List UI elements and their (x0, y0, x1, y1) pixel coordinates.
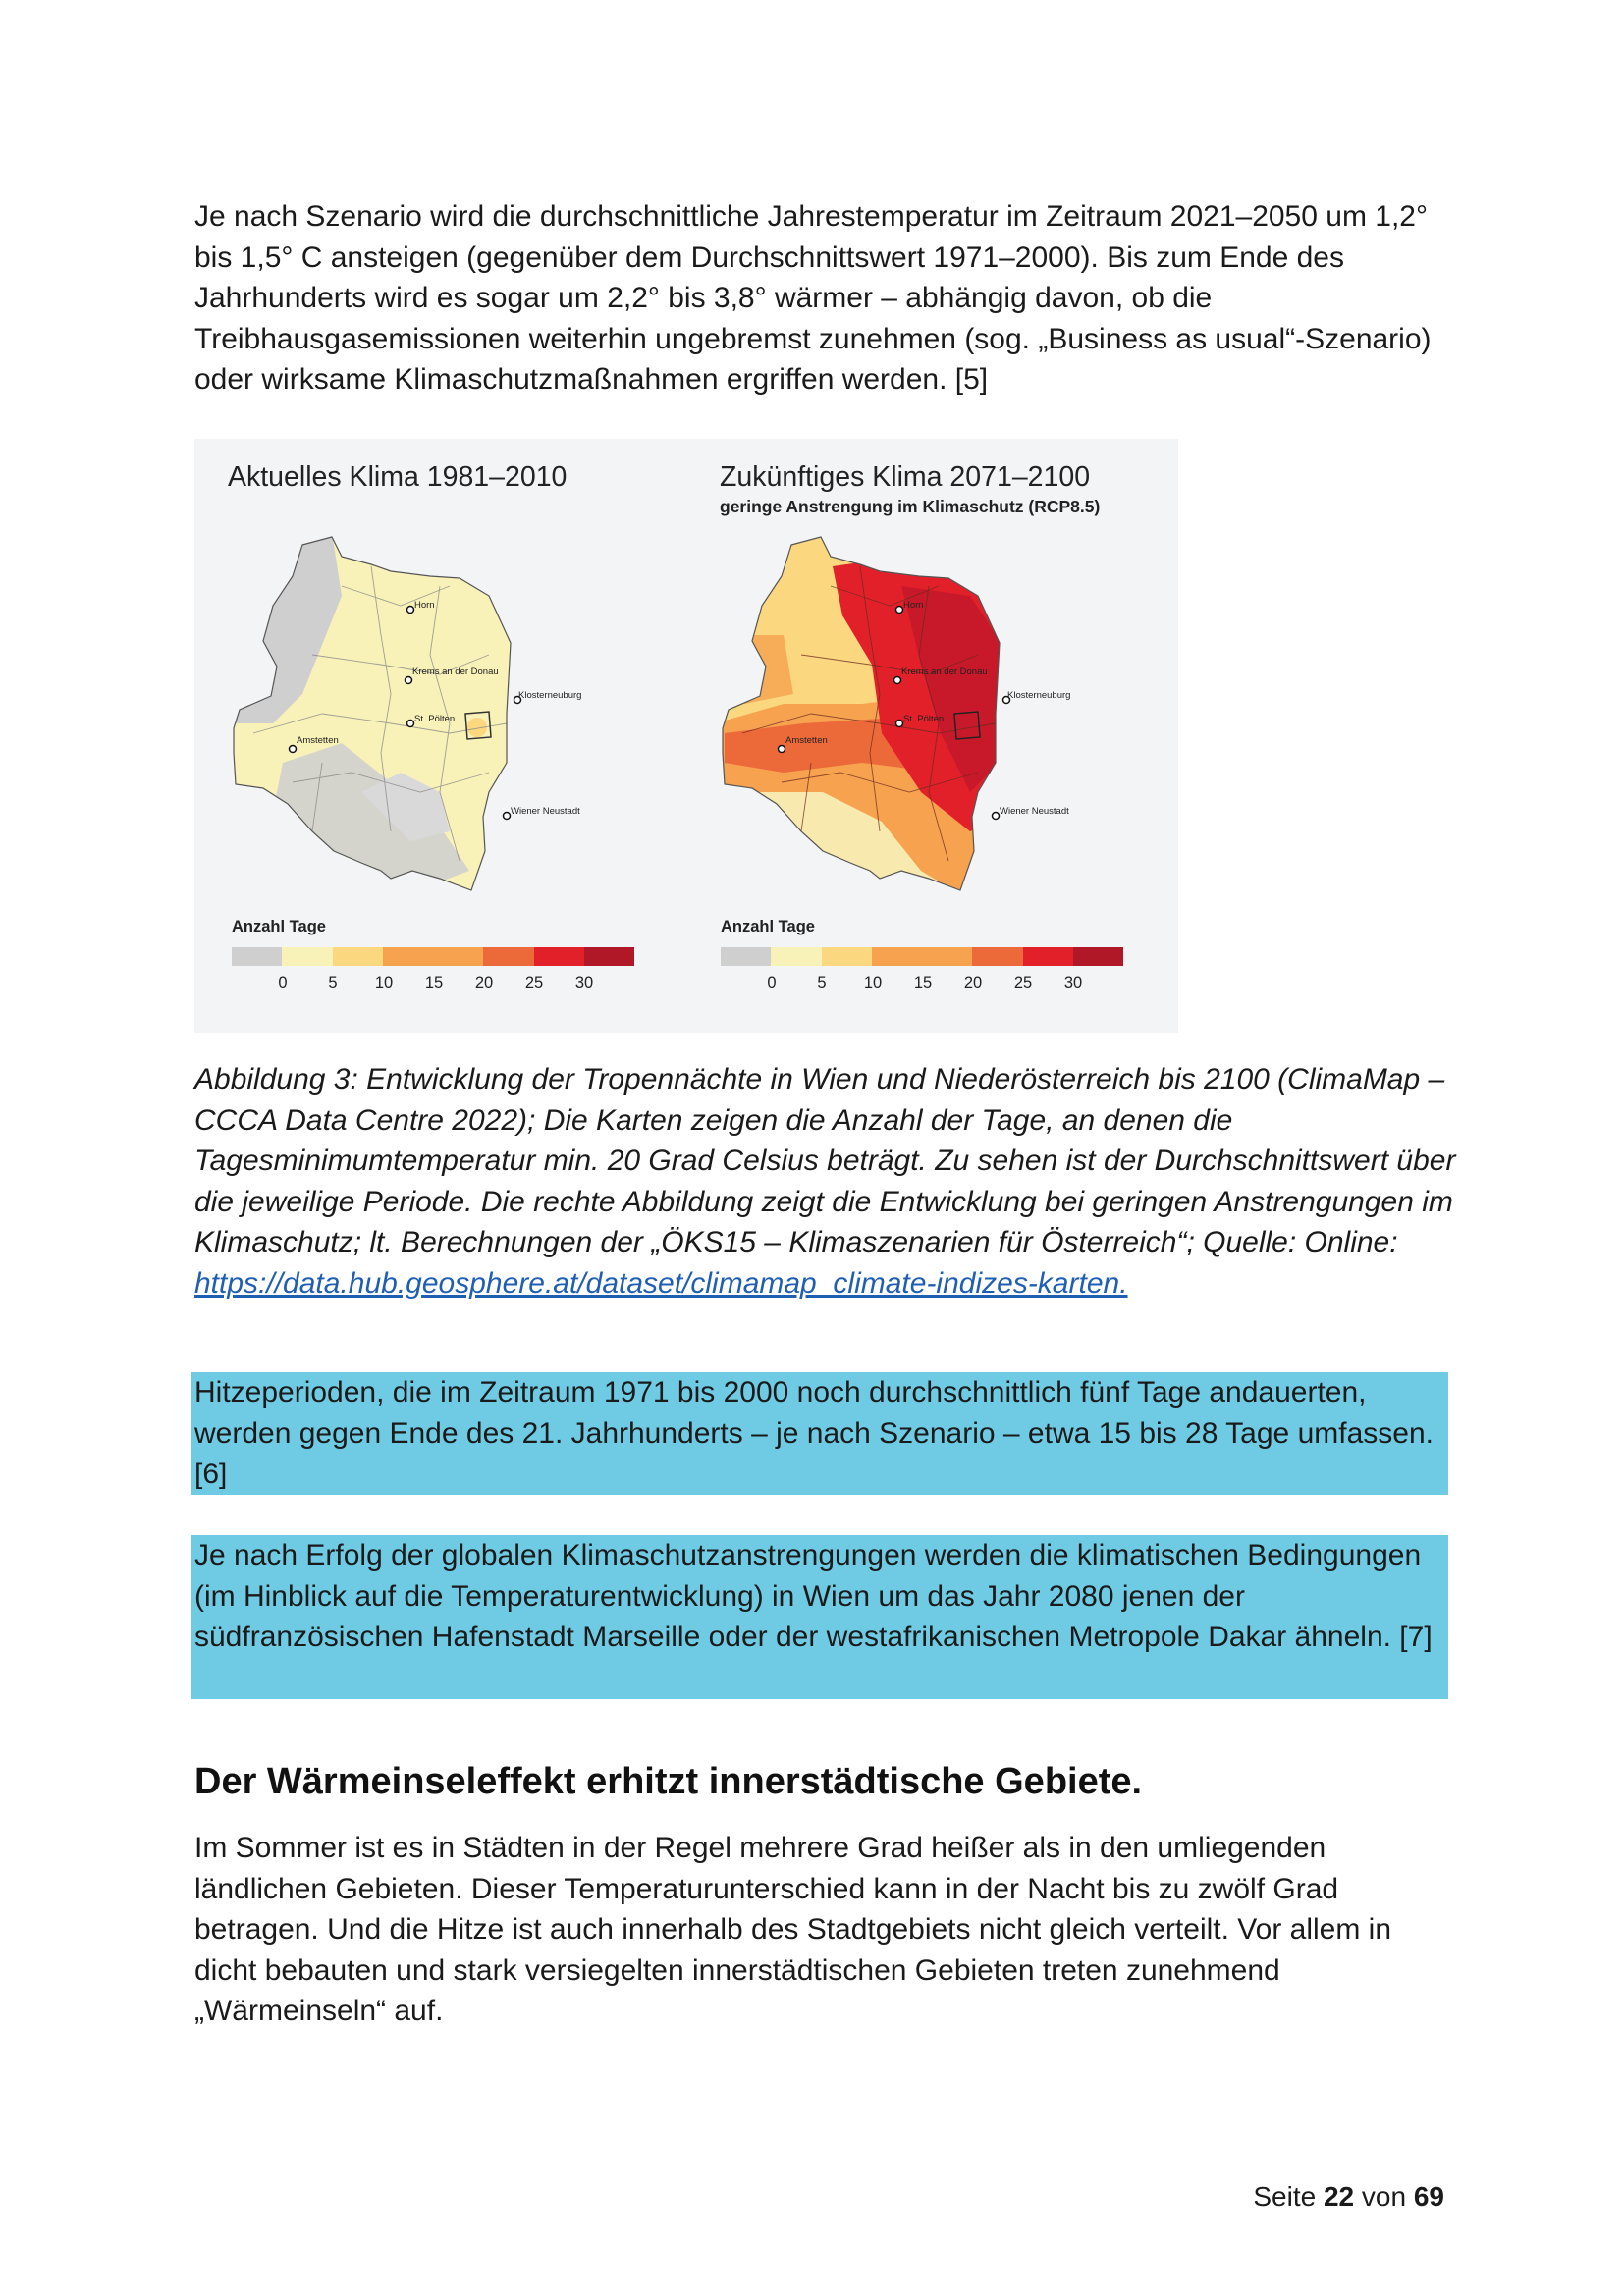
legend-tick: 30 (574, 974, 594, 991)
left-legend-bar (232, 947, 634, 966)
figure-caption (194, 1059, 1461, 1304)
legend-swatch (584, 947, 634, 966)
city-label: Klosterneuburg (518, 690, 582, 701)
legend-tick: 30 (1063, 974, 1083, 991)
city-label: Amstetten (297, 735, 339, 746)
section-heading: Der Wärmeinseleffekt erhitzt innerstädtische Gebiete. (194, 1761, 1143, 1802)
legend-swatch (721, 947, 771, 966)
legend-swatch (822, 947, 872, 966)
caption-source-link[interactable]: https://data.hub.geosphere.at/dataset/climamap_climate-indizes-karten. (194, 1266, 1128, 1300)
legend-swatch (872, 947, 922, 966)
legend-swatch (972, 947, 1022, 966)
legend-swatch (1023, 947, 1073, 966)
legend-swatch (383, 947, 433, 966)
city-label: Horn (414, 600, 435, 611)
left-legend-title: Anzahl Tage (232, 918, 326, 935)
legend-tick: 20 (963, 974, 983, 991)
legend-tick: 0 (767, 974, 777, 991)
climate-maps-figure (194, 439, 1178, 1033)
legend-tick: 15 (913, 974, 933, 991)
city-marker-klosterneuburg (514, 690, 582, 704)
legend-tick: 5 (328, 974, 338, 991)
maps-graphic (194, 439, 1178, 900)
legend-swatch (534, 947, 584, 966)
city-label: Horn (903, 600, 924, 611)
page-footer (1253, 2181, 1444, 2213)
city-marker-wiener-neustadt (993, 806, 1070, 820)
city-label: Amstetten (785, 735, 828, 746)
city-label: Krems an der Donau (901, 667, 988, 677)
legend-swatch (771, 947, 821, 966)
footer-middle: von (1361, 2181, 1407, 2212)
total-page-number: 69 (1413, 2181, 1444, 2212)
current-page-number: 22 (1323, 2181, 1355, 2212)
city-label: Wiener Neustadt (511, 806, 580, 817)
legend-swatch (483, 947, 533, 966)
city-marker-wiener-neustadt (504, 806, 581, 820)
city-label: Klosterneuburg (1007, 690, 1071, 701)
right-legend-bar (721, 947, 1123, 966)
city-label: Wiener Neustadt (1000, 806, 1069, 817)
city-label: Krems an der Donau (412, 667, 499, 677)
legend-swatch (433, 947, 483, 966)
legend-swatch (1073, 947, 1123, 966)
legend-tick: 10 (374, 974, 394, 991)
legend-swatch (333, 947, 383, 966)
legend-tick: 25 (1013, 974, 1033, 991)
legend-tick: 5 (817, 974, 827, 991)
city-label: St. Pölten (903, 714, 945, 724)
city-label: St. Pölten (414, 714, 456, 724)
highlight-box-climate-comparison: Je nach Erfolg der globalen Klimaschutzanstrengungen werden die klimatischen Bedingungen (im Hinblick auf die Temperaturentwicklung) in Wien um das Jahr 2080 jenen der südfranzösischen Hafenstadt Marseille oder der westafrikanischen Metropole Dakar ähneln. [7] (191, 1535, 1448, 1699)
footer-prefix: Seite (1253, 2181, 1317, 2212)
legend-swatch (282, 947, 332, 966)
left-map-title: Aktuelles Klima 1981–2010 (228, 461, 568, 493)
legend-tick: 15 (424, 974, 444, 991)
legend-tick: 0 (278, 974, 288, 991)
legend-tick: 20 (474, 974, 494, 991)
left-map (224, 527, 528, 900)
legend-swatch (922, 947, 972, 966)
highlight-box-heat-periods: Hitzeperioden, die im Zeitraum 1971 bis 2000 noch durchschnittlich fünf Tage andauerten, werden gegen Ende des 21. Jahrhunderts – je nach Szenario – etwa 15 bis 28 Tage umfassen. [6] (191, 1372, 1448, 1495)
right-map-title: Zukünftiges Klima 2071–2100 (720, 461, 1091, 493)
legend-swatch (232, 947, 282, 966)
legend-tick: 25 (524, 974, 544, 991)
right-legend-title: Anzahl Tage (721, 918, 815, 935)
city-marker-klosterneuburg (1003, 690, 1071, 704)
caption-text: Abbildung 3: Entwicklung der Tropennächte in Wien und Niederösterreich bis 2100 (ClimaMap – CCCA Data Centre 2022); Die Karten zeigen die Anzahl der Tage, an denen die Tagesminimumtemperatur min. 20 Grad Celsius beträgt. Zu sehen ist der Durchschnittswert über die jeweilige Periode. Die rechte Abbildung zeigt die Entwicklung bei geringen Anstrengungen im Klimaschutz; lt. Berechnungen der „ÖKS15 – Klimaszenarien für Österreich“; Quelle: Online: (194, 1063, 1456, 1258)
legend-tick: 10 (863, 974, 883, 991)
right-map-subtitle: geringe Anstrengung im Klimaschutz (RCP8.5) (720, 497, 1101, 516)
heat-island-paragraph: Im Sommer ist es in Städten in der Regel mehrere Grad heißer als in den umliegenden ländlichen Gebieten. Dieser Temperaturunterschied kann in der Nacht bis zu zwölf Grad betragen. Und die Hitze ist auch innerhalb des Stadtgebiets nicht gleich verteilt. Vor allem in dicht bebauten und stark versiegelten innerstädtischen Gebieten treten zunehmend „Wärmeinseln“ auf. (194, 1832, 1392, 2027)
intro-paragraph: Je nach Szenario wird die durchschnittliche Jahrestemperatur im Zeitraum 2021–2050 um 1,2° bis 1,5° C ansteigen (gegenüber dem Durchschnittswert 1971–2000). Bis zum Ende des Jahrhunderts wird es sogar um 2,2° bis 3,8° wärmer – abhängig davon, ob die Treibhausgasemissionen weiterhin ungebremst zunehmen (sog. „Business as usual“-Szenario) oder wirksame Klimaschutzmaßnahmen ergriffen werden. [5] (194, 200, 1432, 396)
